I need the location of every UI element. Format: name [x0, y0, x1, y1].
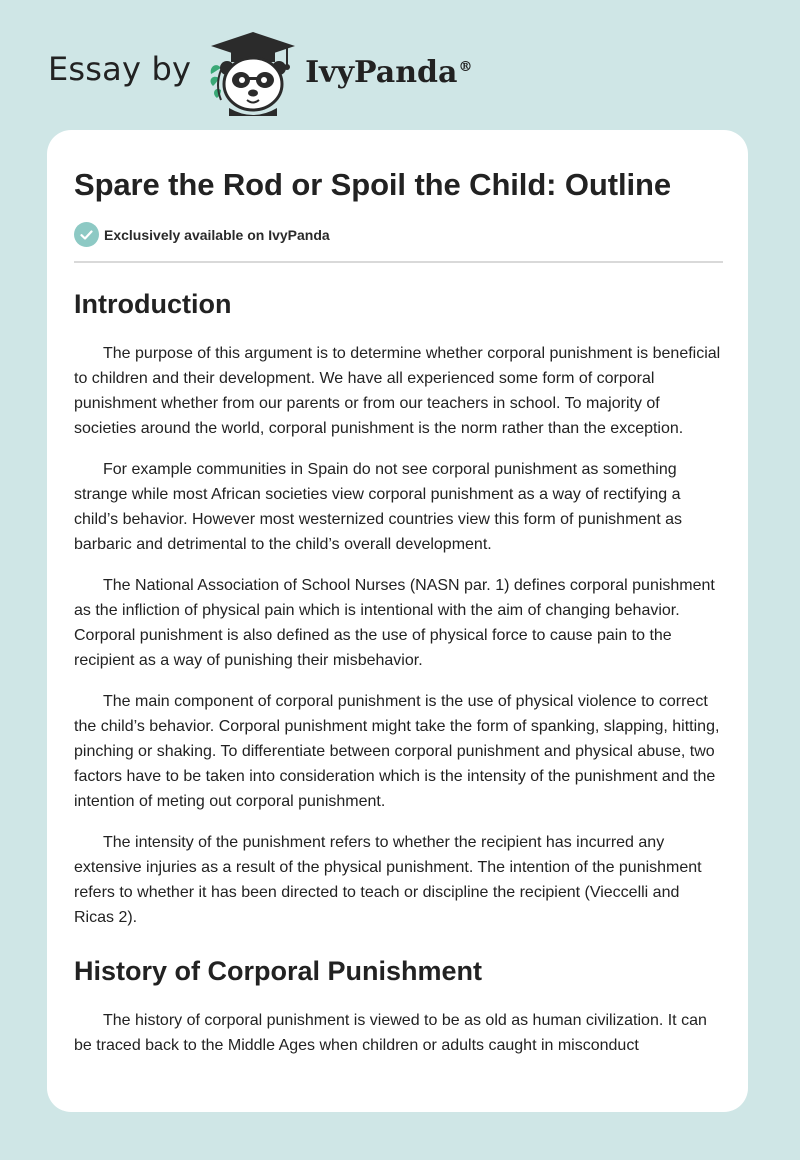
- section-heading-introduction: Introduction: [74, 289, 232, 319]
- section-heading-history: History of Corporal Punishment: [74, 956, 483, 986]
- divider: [74, 261, 723, 263]
- registered-mark: ®: [458, 58, 473, 75]
- paragraph: For example communities in Spain do not see corporal punishment as something strange while most African societies view corporal punishment as a way of rectifying a child’s behavior. However most westernized countries view this form of punishment as barbaric and detrimental to the child’s overall development.: [74, 461, 682, 553]
- panda-graduate-logo-icon: [207, 30, 299, 116]
- paragraph: The purpose of this argument is to determine whether corporal punishment is beneficial to children and their development. We have all experienced some form of corporal punishment whether from our parents or from our teachers in school. To majority of societies around the world, corporal punishment is the norm rather than the exception.: [74, 345, 721, 437]
- site-header: [48, 30, 748, 116]
- exclusive-badge: [74, 222, 723, 247]
- paragraph: The history of corporal punishment is viewed to be as old as human civilization. It can be traced back to the Middle Ages when children or adults caught in misconduct: [74, 1012, 707, 1054]
- essay-card: [47, 130, 748, 1112]
- essay-by-label: Essay by: [48, 50, 192, 88]
- brand-text: IvyPanda: [305, 54, 458, 90]
- paragraph: The main component of corporal punishment is the use of physical violence to correct the child’s behavior. Corporal punishment might take the form of spanking, slapping, hitting, pinching or shaking. To differentiate between corporal punishment and physical abuse, two factors have to be taken into consideration which is the intensity of the punishment and the intention of meting out corporal punishment.: [74, 693, 720, 810]
- brand-name: [305, 55, 472, 90]
- page-title: Spare the Rod or Spoil the Child: Outline: [74, 167, 671, 202]
- essay-content: [74, 130, 723, 1058]
- badge-text: Exclusively available on IvyPanda: [104, 226, 330, 243]
- paragraph: The National Association of School Nurses (NASN par. 1) defines corporal punishment as the infliction of physical pain which is intentional with the aim of changing behavior. Corporal punishment is also defined as the use of physical force to cause pain to the recipient as a way of punishing their misbehavior.: [74, 577, 715, 669]
- paragraph: The intensity of the punishment refers to whether the recipient has incurred any extensive injuries as a result of the physical punishment. The intention of the punishment refers to whether it has been directed to teach or discipline the recipient (Vieccelli and Ricas 2).: [74, 834, 702, 926]
- check-circle-icon: [74, 222, 99, 247]
